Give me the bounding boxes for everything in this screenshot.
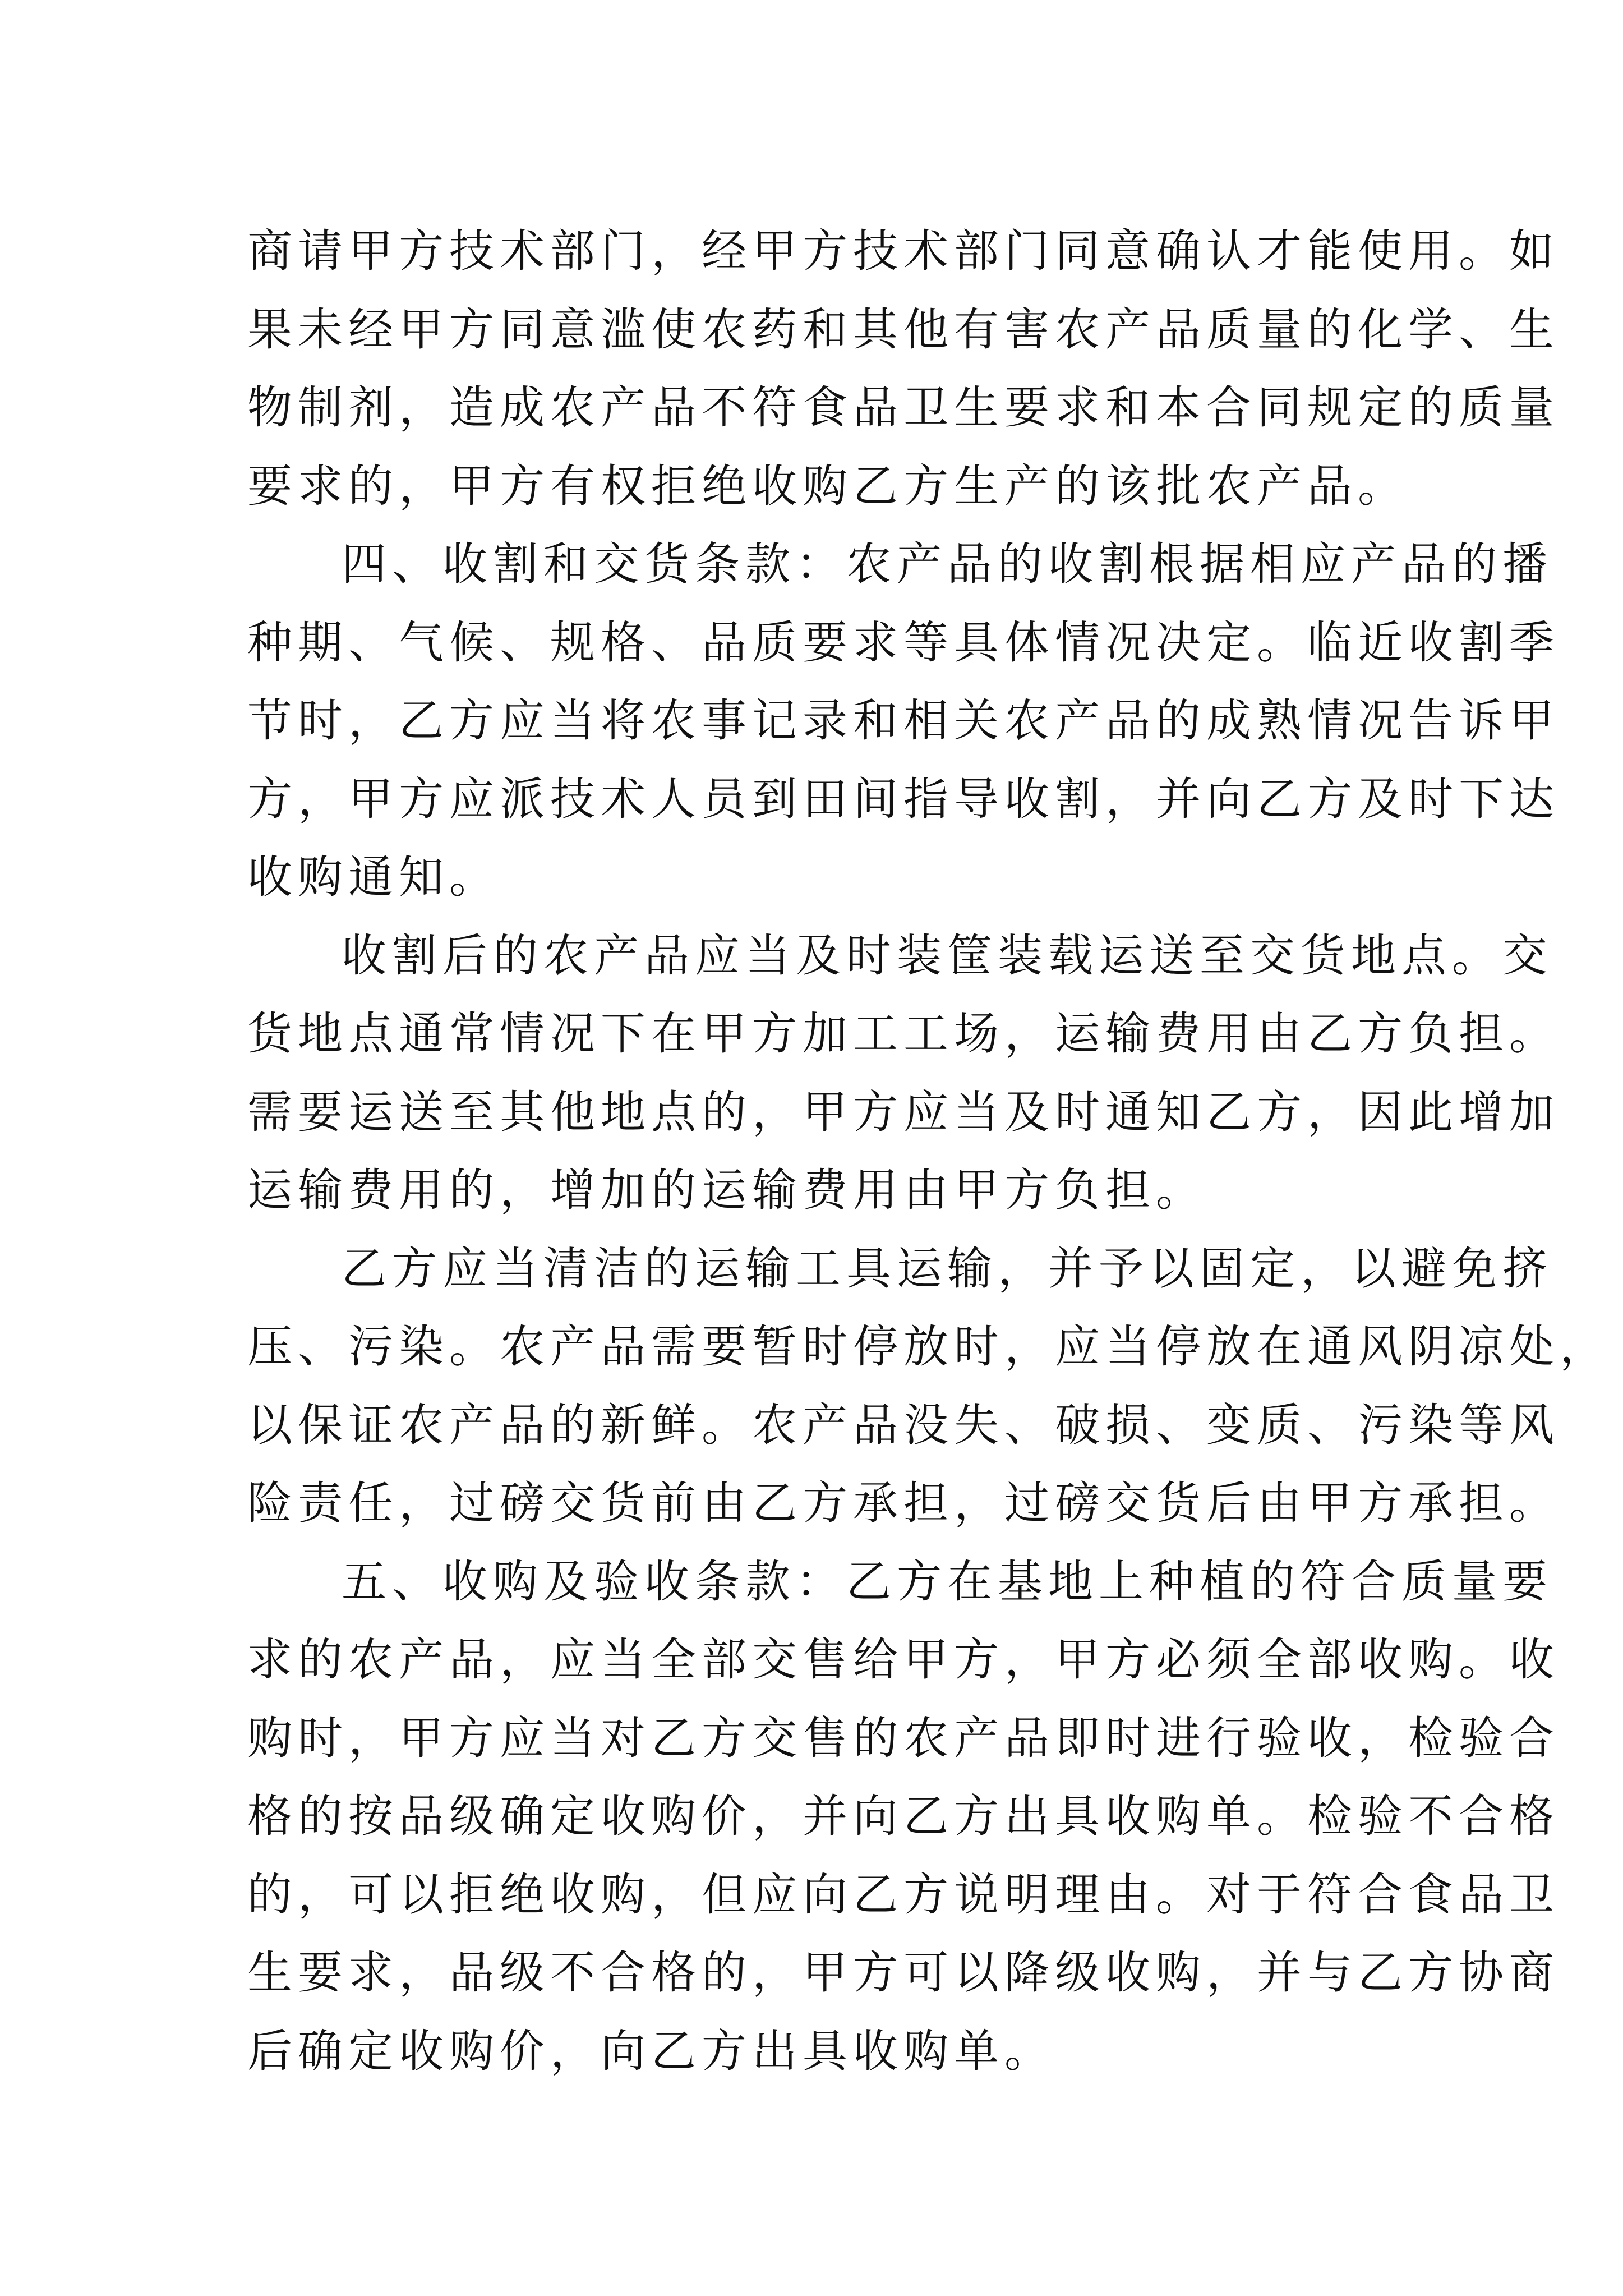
text-line: 要求的，甲方有权拒绝收购乙方生产的该批农产品。 [247,459,1408,512]
text-line: 险责任，过磅交货前由乙方承担，过磅交货后由甲方承担。 [247,1477,1560,1529]
text-line: 货地点通常情况下在甲方加工工场，运输费用由乙方负担。 [247,1007,1560,1060]
paragraph-start-line: 四、收割和交货条款：农产品的收割根据相应产品的播 [342,538,1553,590]
paragraph-start-line: 五、收购及验收条款：乙方在基地上种植的符合质量要 [342,1555,1553,1608]
document-body [247,212,1610,2090]
text-line: 格的按品级确定收购价，并向乙方出具收购单。检验不合格 [247,1790,1560,1842]
text-line: 运输费用的，增加的运输费用由甲方负担。 [247,1164,1206,1216]
text-line: 果未经甲方同意滥使农药和其他有害农产品质量的化学、生 [247,303,1560,356]
text-line: 压、污染。农产品需要暂时停放时，应当停放在通风阴凉处， [247,1320,1610,1373]
text-line: 以保证农产品的新鲜。农产品没失、破损、变质、污染等风 [247,1398,1560,1451]
paragraph-start-line: 乙方应当清洁的运输工具运输，并予以固定，以避免挤 [342,1242,1553,1295]
text-line: 物制剂，造成农产品不符食品卫生要求和本合同规定的质量 [247,381,1560,434]
text-line: 购时，甲方应当对乙方交售的农产品即时进行验收，检验合 [247,1711,1560,1764]
text-line: 需要运送至其他地点的，甲方应当及时通知乙方，因此增加 [247,1085,1560,1138]
text-line: 收购通知。 [247,851,500,903]
text-line: 生要求，品级不合格的，甲方可以降级收购，并与乙方协商 [247,1947,1560,1999]
text-line: 的，可以拒绝收购，但应向乙方说明理由。对于符合食品卫 [247,1868,1560,1921]
text-line: 种期、气候、规格、品质要求等具体情况决定。临近收割季 [247,616,1560,669]
text-line: 后确定收购价，向乙方出具收购单。 [247,2024,1055,2077]
text-line: 商请甲方技术部门，经甲方技术部门同意确认才能使用。如 [247,225,1560,277]
text-line: 方，甲方应派技术人员到田间指导收割，并向乙方及时下达 [247,772,1560,825]
text-line: 节时，乙方应当将农事记录和相关农产品的成熟情况告诉甲 [247,694,1560,747]
paragraph-start-line: 收割后的农产品应当及时装筐装载运送至交货地点。交 [342,929,1553,982]
text-line: 求的农产品，应当全部交售给甲方，甲方必须全部收购。收 [247,1634,1560,1686]
